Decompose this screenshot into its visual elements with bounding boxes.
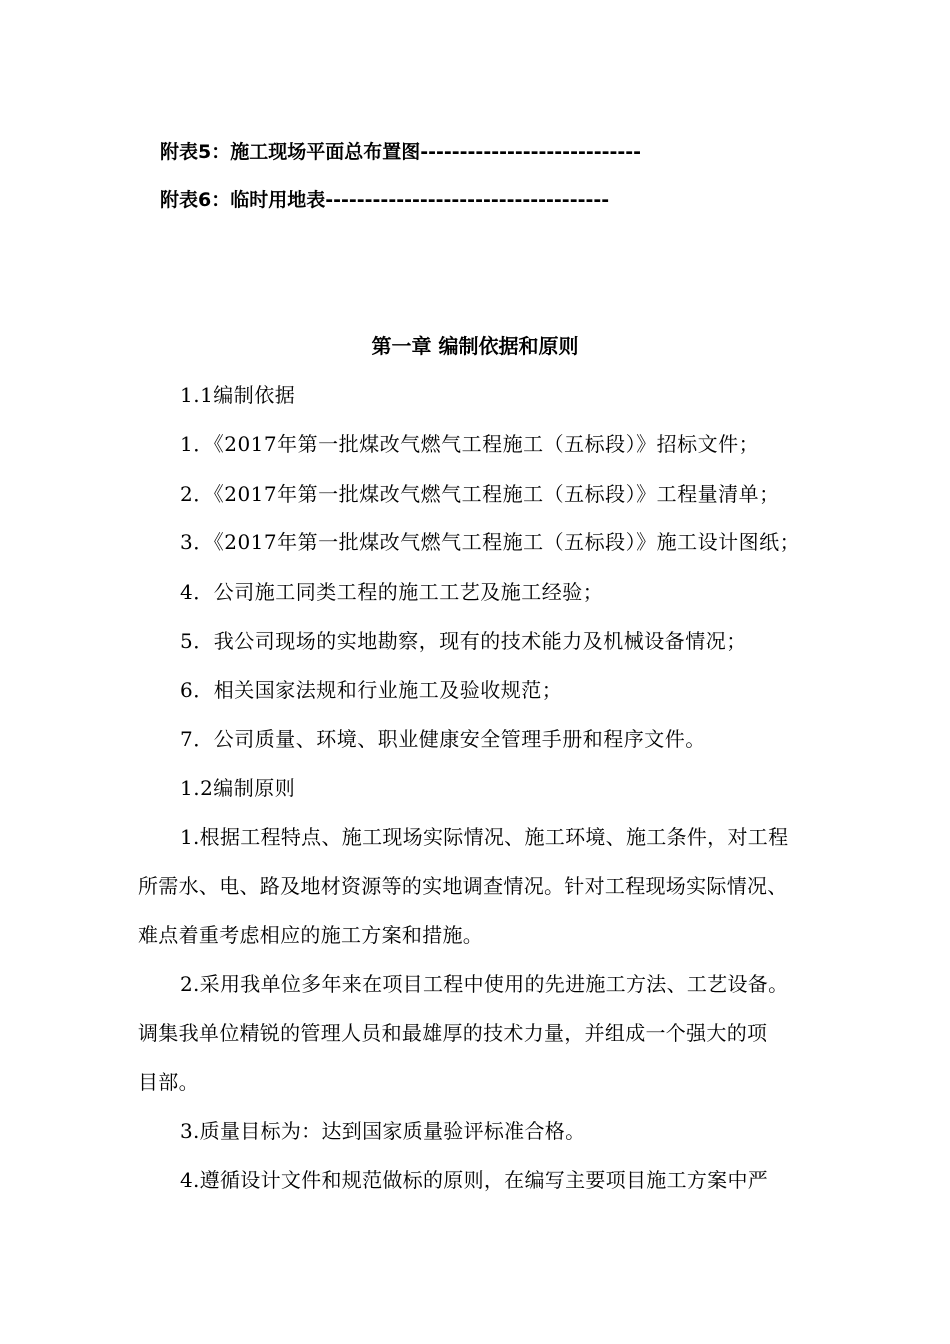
toc-label: 附表5：施工现场平面总布置图	[160, 141, 421, 163]
basis-item: 5．我公司现场的实地勘察，现有的技术能力及机械设备情况；	[180, 629, 747, 653]
basis-item: 3．《2017年第一批煤改气燃气工程施工（五标段）》施工设计图纸；	[180, 530, 801, 554]
basis-item: 1．《2017年第一批煤改气燃气工程施工（五标段）》招标文件；	[180, 432, 760, 456]
section-heading-1-1: 1.1编制依据	[180, 383, 296, 407]
principle-paragraph-line: 难点着重考虑相应的施工方案和措施。	[138, 923, 484, 947]
principle-paragraph-line: 3.质量目标为：达到国家质量验评标准合格。	[180, 1119, 586, 1143]
principle-paragraph-line: 调集我单位精锐的管理人员和最雄厚的技术力量，并组成一个强大的项	[138, 1021, 768, 1045]
principle-paragraph-line: 4.遵循设计文件和规范做标的原则，在编写主要项目施工方案中严	[180, 1168, 769, 1192]
section-heading-1-2: 1.2编制原则	[180, 776, 296, 800]
toc-entry-appendix-6[interactable]	[160, 186, 609, 214]
principle-paragraph-line: 1.根据工程特点、施工现场实际情况、施工环境、施工条件，对工程	[180, 825, 789, 849]
toc-entry-appendix-5[interactable]	[160, 138, 641, 166]
toc-leader: ----------------------------	[420, 141, 642, 163]
principle-paragraph-line: 2.采用我单位多年来在项目工程中使用的先进施工方法、工艺设备。	[180, 972, 789, 996]
basis-item: 2．《2017年第一批煤改气燃气工程施工（五标段）》工程量清单；	[180, 482, 780, 506]
basis-item: 7．公司质量、环境、职业健康安全管理手册和程序文件。	[180, 727, 706, 751]
toc-label: 附表6：临时用地表	[160, 189, 326, 211]
chapter-title: 第一章 编制依据和原则	[371, 334, 579, 358]
principle-paragraph-line: 所需水、电、路及地材资源等的实地调查情况。针对工程现场实际情况、	[138, 874, 788, 898]
principle-paragraph-line: 目部。	[138, 1070, 199, 1094]
basis-item: 4．公司施工同类工程的施工工艺及施工经验；	[180, 580, 604, 604]
toc-leader: ------------------------------------	[325, 189, 610, 211]
basis-item: 6．相关国家法规和行业施工及验收规范；	[180, 678, 563, 702]
